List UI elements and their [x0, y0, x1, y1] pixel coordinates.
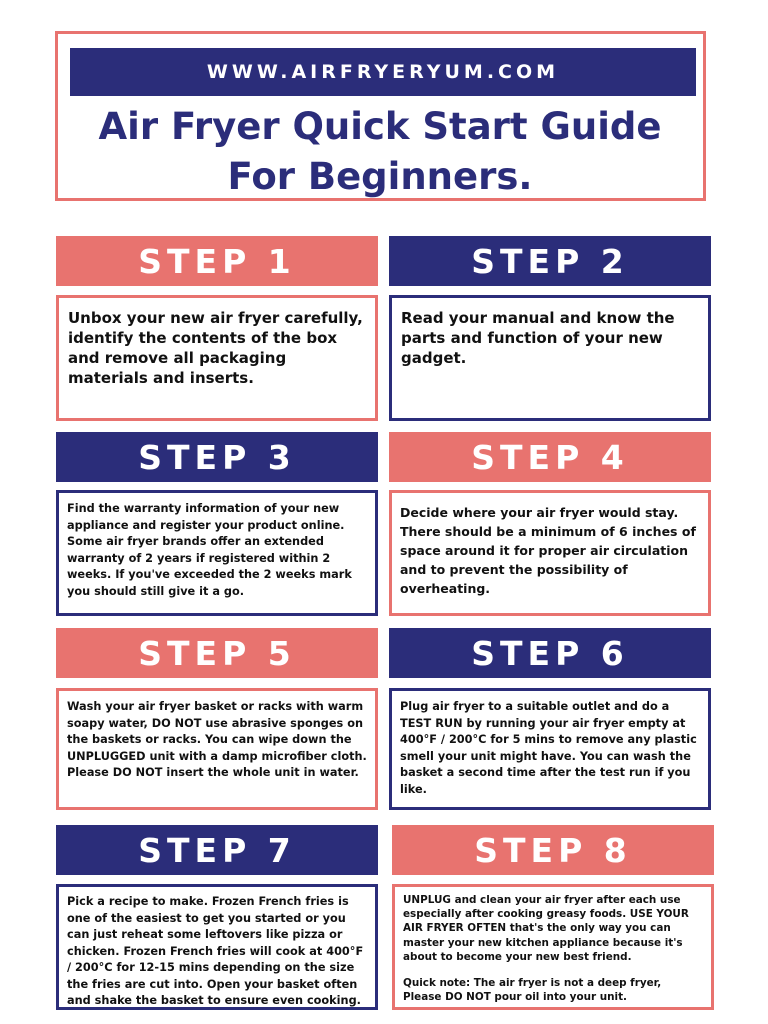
step-4-text: Decide where your air fryer would stay. There should be a minimum of 6 inches of space around it for proper air circulation and to prevent the possibility of overheating.: [400, 505, 696, 596]
title-line-2: For Beginners.: [227, 155, 533, 198]
step-4-header: STEP 4: [389, 432, 711, 482]
step-5-box: [56, 688, 378, 810]
step-2-box: [389, 295, 711, 421]
title-line-1: Air Fryer Quick Start Guide: [98, 105, 662, 148]
step-8-text: UNPLUG and clean your air fryer after each use especially after cooking greasy foods. USE YOUR AIR FRYER OFTEN that's the only way you can master your new kitchen appliance because it's about to become your new best friend.: [403, 894, 689, 963]
step-1-text: Unbox your new air fryer carefully, identify the contents of the box and remove all packaging materials and inserts.: [68, 309, 363, 387]
step-7-text: Pick a recipe to make. Frozen French fries is one of the easiest to get you started or you can just reheat some leftovers like pizza or chicken. Frozen French fries will cook at 400°F / 200°C for 12-15 mins depending on the size the fries are cut into. Open your basket often and shake the basket to ensure even cooking.: [67, 895, 364, 1007]
step-6-header: STEP 6: [389, 628, 711, 678]
step-5-text: Wash your air fryer basket or racks with warm soapy water, DO NOT use abrasive sponges on the baskets or racks. You can wipe down the UNPLUGGED unit with a damp microfiber cloth. Please DO NOT insert the whole unit in water.: [67, 700, 367, 779]
step-3-header: STEP 3: [56, 432, 378, 482]
site-url-banner: WWW.AIRFRYERYUM.COM: [70, 48, 696, 96]
step-8-header: STEP 8: [392, 825, 714, 875]
step-8-quick-note: Quick note: The air fryer is not a deep fryer, Please DO NOT pour oil into your unit.: [403, 977, 662, 1004]
step-7-box: [56, 884, 378, 1010]
step-2-text: Read your manual and know the parts and function of your new gadget.: [401, 309, 675, 367]
step-3-text: Find the warranty information of your new appliance and register your product online. Some air fryer brands offer an extended warranty of 2 years if registered within 2 weeks. If you've exceeded the 2 weeks mark you should still give it a go.: [67, 502, 352, 598]
step-1-header: STEP 1: [56, 236, 378, 286]
page-title: [60, 102, 700, 202]
step-1-box: [56, 295, 378, 421]
step-5-header: STEP 5: [56, 628, 378, 678]
step-6-box: [389, 688, 711, 810]
step-8-box: [392, 884, 714, 1010]
step-3-box: [56, 490, 378, 616]
step-2-header: STEP 2: [389, 236, 711, 286]
step-6-text: Plug air fryer to a suitable outlet and do a TEST RUN by running your air fryer empty at 400°F / 200°C for 5 mins to remove any plastic smell your unit might have. You can wash the basket a second time after the test run if you like.: [400, 700, 697, 796]
step-7-header: STEP 7: [56, 825, 378, 875]
step-4-box: [389, 490, 711, 616]
